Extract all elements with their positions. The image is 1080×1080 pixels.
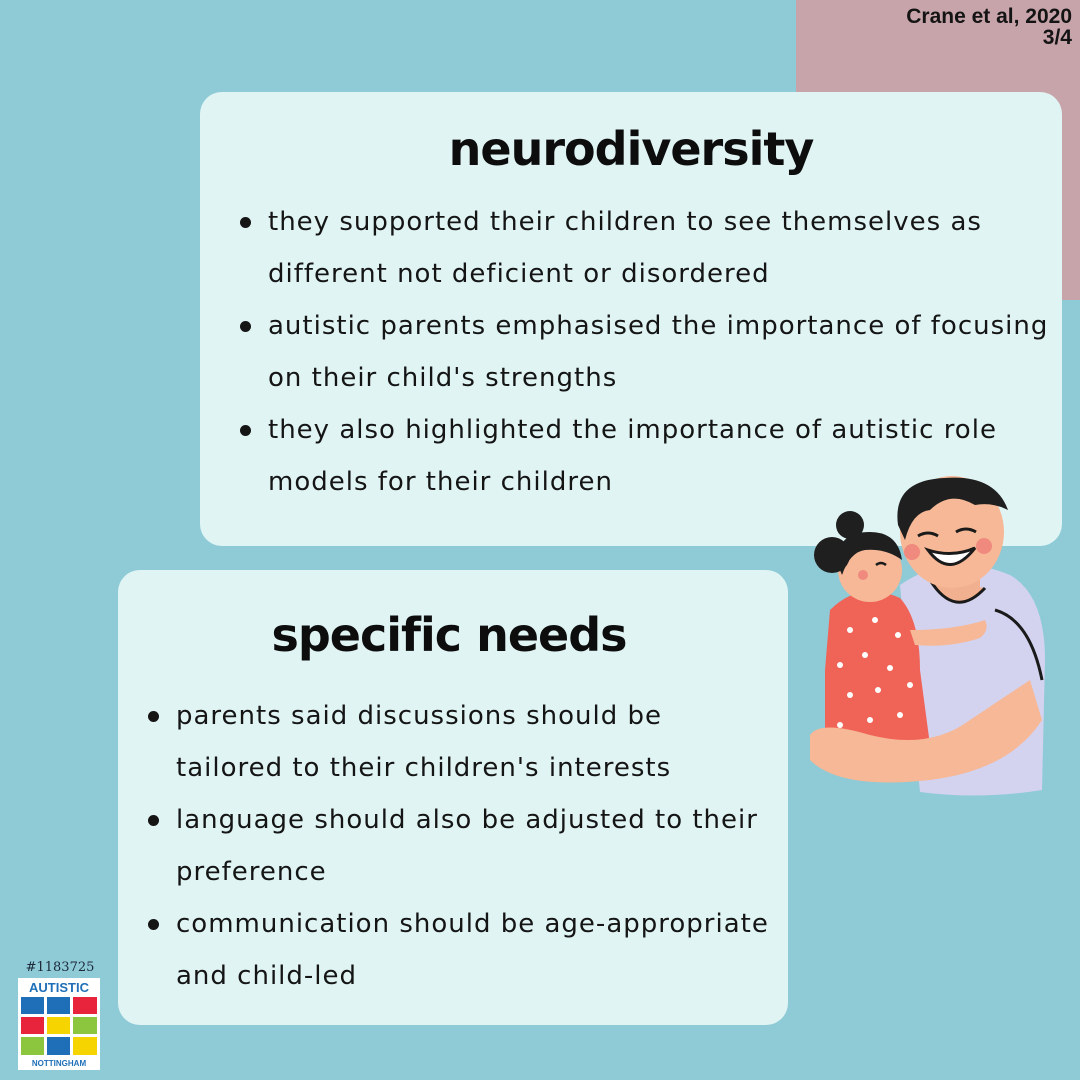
parent-child-illustration xyxy=(780,470,1070,810)
list-item: parents said discussions should be tailored to their children's interests xyxy=(148,690,778,794)
specific-needs-title: specific needs xyxy=(271,608,627,662)
logo-grid-icon xyxy=(21,997,97,1055)
list-item: language should also be adjusted to their preference xyxy=(148,794,778,898)
charity-number: #1183725 xyxy=(25,960,95,975)
page-indicator: 3/4 xyxy=(1042,26,1072,49)
logo-badge xyxy=(18,978,100,1070)
citation-source: Crane et al, 2020 xyxy=(906,5,1072,28)
logo-text-bottom: NOTTINGHAM xyxy=(31,1059,87,1068)
neurodiversity-title: neurodiversity xyxy=(448,122,814,176)
specific-needs-card xyxy=(118,570,788,1025)
specific-needs-list xyxy=(148,690,778,1002)
list-item: they also highlighted the importance of autistic role models for their children xyxy=(240,404,1050,508)
list-item: autistic parents emphasised the importance of focusing on their child's strengths xyxy=(240,300,1050,404)
neurodiversity-list xyxy=(240,196,1050,508)
citation xyxy=(906,6,1072,48)
organisation-logo xyxy=(18,960,102,1070)
logo-text-top: AUTISTIC xyxy=(29,980,89,995)
list-item: communication should be age-appropriate and child-led xyxy=(148,898,778,1002)
list-item: they supported their children to see themselves as different not deficient or disordered xyxy=(240,196,1050,300)
